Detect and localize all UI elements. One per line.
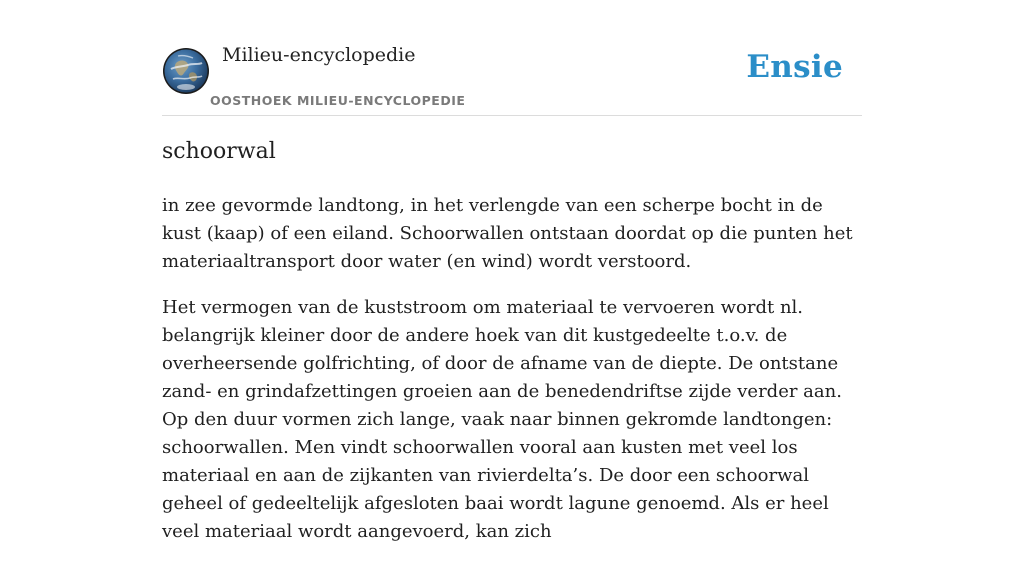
article-paragraph: Het vermogen van de kuststroom om materiaal te vervoeren wordt nl. belangrijk kleiner door de andere hoek van dit kustgedeelte t.o.v. de overheersende golfrichting, of door de afname van de diepte. De ontstane zand- en grindafzettingen groeien aan de benedendriftse zijde verder aan. Op den duur vormen zich lange, vaak naar binnen gekromde landtongen: schoorwallen. Men vindt schoorwallen vooral aan kusten met veel los materiaal en aan de zijkanten van rivierdelta’s. De door een schoorwal geheel of gedeeltelijk afgesloten baai wordt lagune genoemd. Als er heel veel materiaal wordt aangevoerd, kan zich bbox=[162, 297, 842, 542]
brand-logo-link[interactable]: Ensie bbox=[746, 49, 843, 85]
article-paragraph: in zee gevormde landtong, in het verlengde van een scherpe bocht in de kust (kaap) of een eiland. Schoorwallen ontstaan doordat op die punten het materiaaltransport door water (en wind) wordt verstoord. bbox=[162, 195, 853, 272]
site-header bbox=[162, 0, 862, 116]
globe-icon[interactable] bbox=[162, 47, 210, 95]
site-name-link[interactable]: Milieu-encyclopedie bbox=[222, 44, 416, 66]
publisher-label: OOSTHOEK MILIEU-ENCYCLOPEDIE bbox=[210, 93, 466, 108]
article-body bbox=[162, 192, 862, 564]
article-title: schoorwal bbox=[162, 139, 276, 164]
